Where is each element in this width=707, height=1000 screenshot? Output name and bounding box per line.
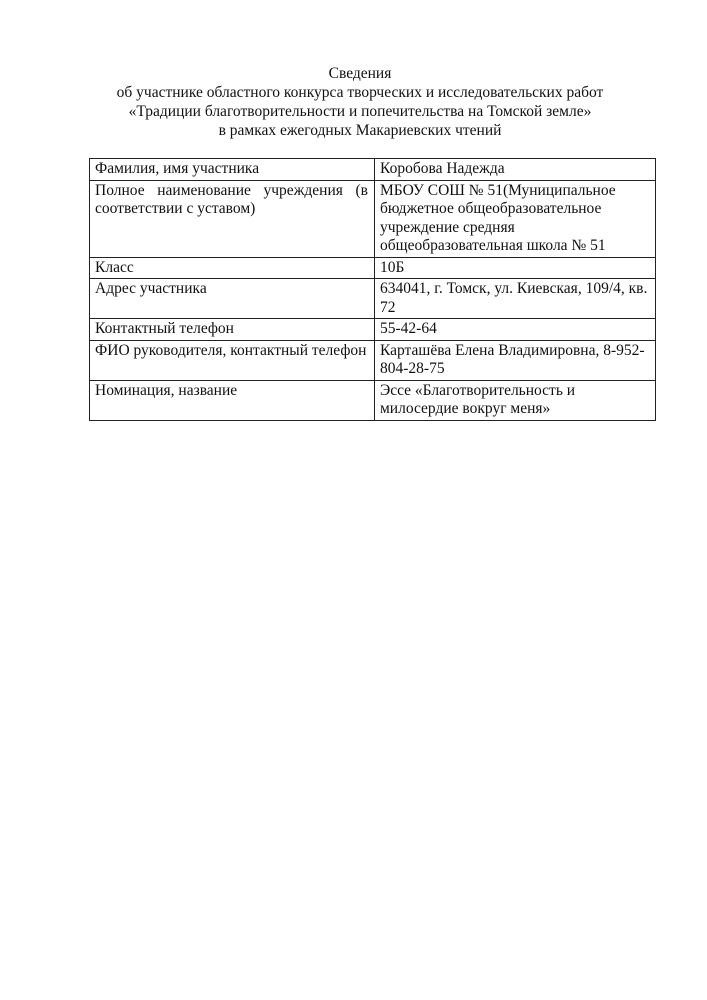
row-value: 55-42-64	[375, 319, 656, 341]
table-row	[90, 380, 656, 420]
row-label: Адрес участника	[90, 279, 375, 319]
row-label: Класс	[90, 257, 375, 279]
row-value: МБОУ СОШ № 51(Муниципальное бюджетное общеобразовательное учреждение средняя общеобразовательная школа № 51	[375, 180, 656, 257]
row-label: Контактный телефон	[90, 319, 375, 341]
heading-title: Сведения	[328, 65, 392, 82]
heading-subtitle: об участнике областного конкурса творческих и исследовательских работ	[116, 84, 604, 101]
table-row	[90, 279, 656, 319]
row-label: Полное наименование учреждения (в соответствии с уставом)	[90, 180, 375, 257]
table-row	[90, 340, 656, 380]
row-value: 10Б	[375, 257, 656, 279]
row-label: Номинация, название	[90, 380, 375, 420]
table-row	[90, 180, 656, 257]
document-heading	[60, 64, 660, 140]
row-value: Карташёва Елена Владимировна, 8-952-804-28-75	[375, 340, 656, 380]
row-value: Коробова Надежда	[375, 159, 656, 181]
row-label: ФИО руководителя, контактный телефон	[90, 340, 375, 380]
table-row	[90, 257, 656, 279]
row-value: Эссе «Благотворительность и милосердие вокруг меня»	[375, 380, 656, 420]
table-row	[90, 319, 656, 341]
table-row	[90, 159, 656, 181]
row-label: Фамилия, имя участника	[90, 159, 375, 181]
participant-info-table	[89, 158, 656, 421]
heading-context: в рамках ежегодных Макариевских чтений	[218, 122, 502, 139]
heading-contest-name: «Традиции благотворительности и попечительства на Томской земле»	[128, 103, 592, 120]
row-value: 634041, г. Томск, ул. Киевская, 109/4, кв. 72	[375, 279, 656, 319]
